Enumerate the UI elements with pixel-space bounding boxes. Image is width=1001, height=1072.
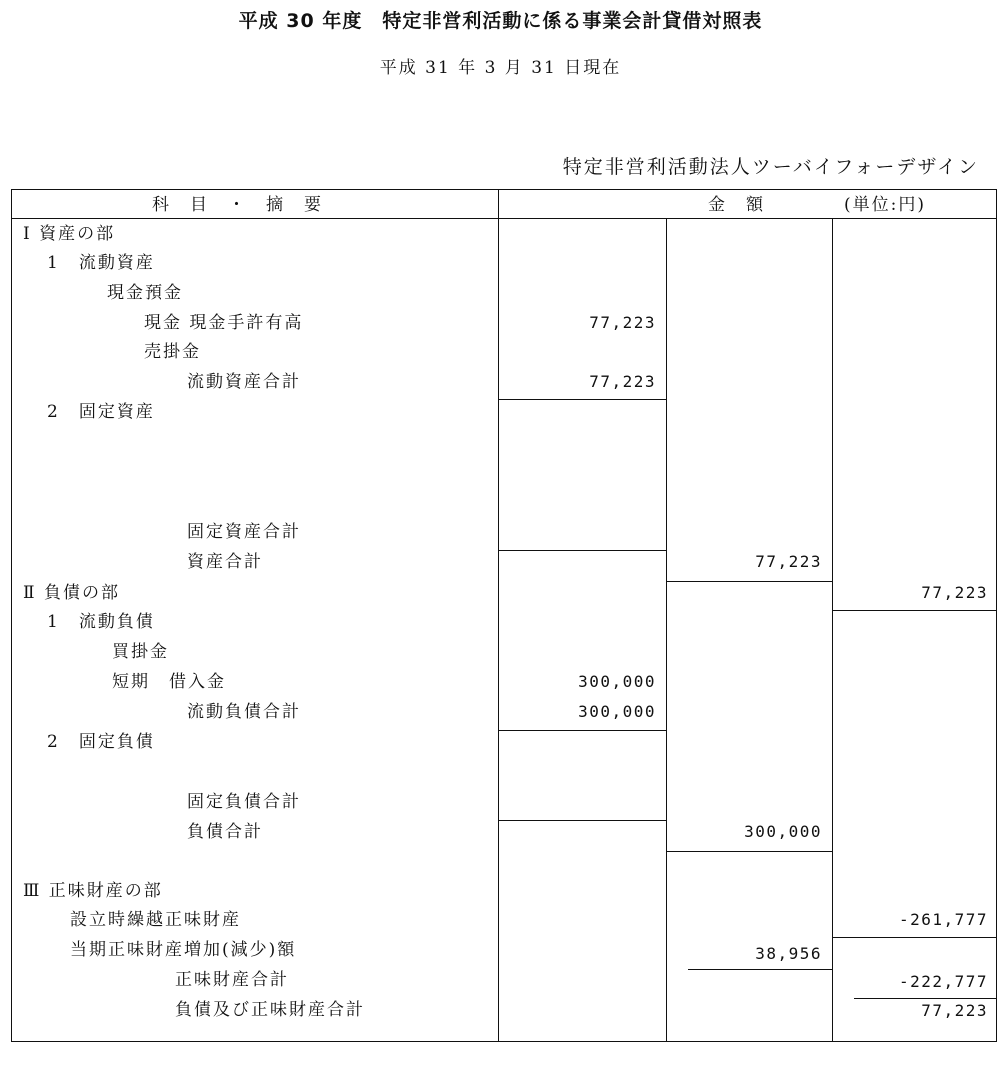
label-net-assets-at-founding: 設立時繰越正味財産	[70, 910, 241, 930]
header-amount: 金 額	[708, 195, 765, 215]
label-current-liabilities: 1 流動負債	[47, 612, 155, 632]
rule-col3-b	[832, 937, 996, 938]
rule-col2-b	[666, 851, 832, 852]
amount-liabilities-total: 300,000	[744, 822, 822, 841]
amount-net-assets-change: 38,956	[755, 944, 822, 963]
amount-current-liabilities-total: 300,000	[578, 702, 656, 721]
header-item: 科 目 ・ 摘 要	[152, 195, 323, 215]
label-net-assets-section: Ⅲ 正味財産の部	[23, 881, 163, 901]
amount-current-assets-total: 77,223	[589, 372, 656, 391]
amount-net-assets-at-founding: -261,777	[898, 910, 988, 929]
organization-name: 特定非営利活動法人ツーバイフォーデザイン	[562, 156, 979, 178]
rule-col2-a	[666, 581, 832, 582]
label-cash-deposits: 現金預金	[107, 283, 183, 303]
balance-sheet-table	[11, 189, 997, 1042]
label-current-assets: 1 流動資産	[47, 253, 155, 273]
label-fixed-assets: 2 固定資産	[47, 402, 155, 422]
rule-col1-d	[498, 820, 666, 821]
label-fixed-liabilities: 2 固定負債	[47, 732, 155, 752]
label-cash-on-hand: 現金 現金手許有高	[144, 313, 304, 333]
amount-net-assets-total: -222,777	[898, 972, 988, 991]
label-fixed-liabilities-total: 固定負債合計	[187, 792, 301, 812]
amount-assets-total: 77,223	[755, 552, 822, 571]
label-fixed-assets-total: 固定資産合計	[187, 522, 301, 542]
rule-col1-c	[498, 730, 666, 731]
label-assets-section: Ⅰ 資産の部	[23, 224, 116, 244]
label-current-liabilities-total: 流動負債合計	[187, 702, 301, 722]
label-net-assets-change: 当期正味財産増加(減少)額	[70, 940, 297, 960]
amount-cash-on-hand: 77,223	[589, 313, 656, 332]
amount-assets-total-col3: 77,223	[921, 583, 988, 602]
label-accounts-receivable: 売掛金	[144, 342, 201, 362]
document-title: 平成 30 年度 特定非営利活動に係る事業会計貸借対照表	[238, 10, 763, 32]
rule-col1-b	[498, 550, 666, 551]
statement-date: 平成 31 年 3 月 31 日現在	[379, 58, 622, 78]
label-liabilities-section: Ⅱ 負債の部	[23, 583, 120, 603]
label-accounts-payable: 買掛金	[112, 642, 169, 662]
header-unit: (単位:円)	[844, 195, 926, 215]
header-divider	[12, 218, 996, 219]
label-assets-total: 資産合計	[187, 552, 263, 572]
label-current-assets-total: 流動資産合計	[187, 372, 301, 392]
label-net-assets-total: 正味財産合計	[175, 970, 289, 990]
rule-col3-a	[832, 610, 996, 611]
rule-col1-a	[498, 399, 666, 400]
rule-col2-c	[688, 969, 832, 970]
label-short-term-loans: 短期 借入金	[112, 672, 226, 692]
column-divider-2	[666, 218, 667, 1041]
amount-short-term-loans: 300,000	[578, 672, 656, 691]
label-liabilities-total: 負債合計	[187, 822, 263, 842]
amount-liabilities-and-net-assets-total: 77,223	[921, 1001, 988, 1020]
label-liabilities-and-net-assets-total: 負債及び正味財産合計	[175, 1000, 365, 1020]
